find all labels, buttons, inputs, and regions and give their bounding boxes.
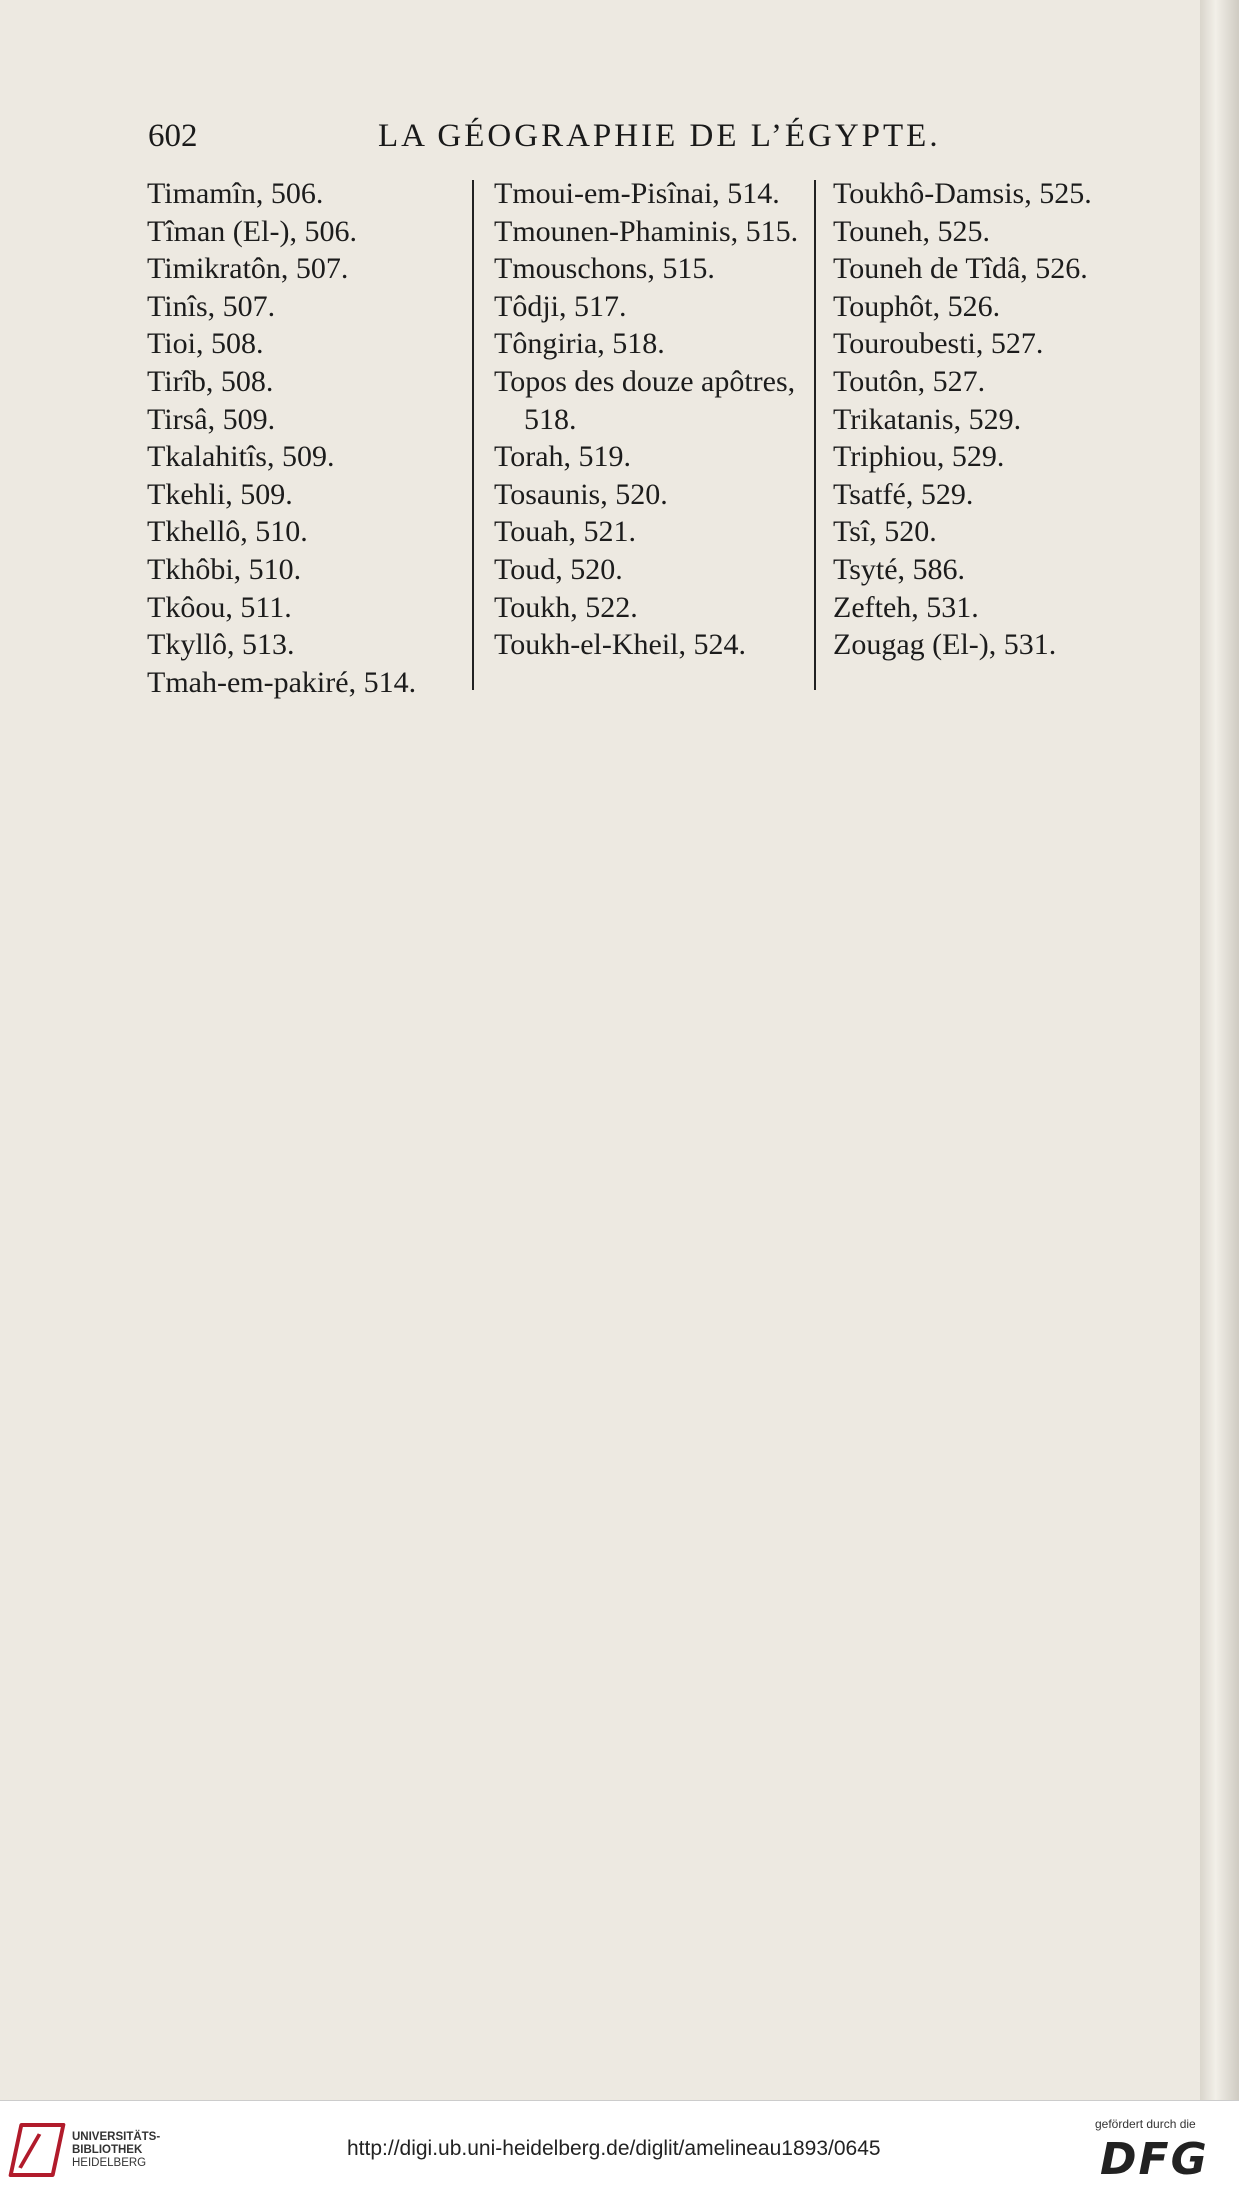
- index-entry: Toud, 520.: [494, 552, 623, 586]
- index-entry: Tkôou, 511.: [147, 590, 292, 624]
- logo-line: BIBLIOTHEK: [72, 2144, 143, 2156]
- index-entry: Tkehli, 509.: [147, 477, 293, 511]
- index-entry: Toutôn, 527.: [833, 364, 986, 398]
- page-title: LA GÉOGRAPHIE DE L’ÉGYPTE.: [378, 118, 941, 154]
- index-entry: Toukh, 522.: [494, 590, 638, 624]
- index-entry: Tkhellô, 510.: [147, 515, 308, 549]
- index-entry: Tosaunis, 520.: [494, 477, 668, 511]
- index-entry: Tioi, 508.: [147, 327, 264, 361]
- index-column-1: [147, 175, 416, 701]
- funded-by-label: gefördert durch die: [1095, 2117, 1196, 2131]
- index-entry: Tirîb, 508.: [147, 364, 274, 398]
- index-entry: Tsî, 520.: [833, 515, 937, 549]
- index-entry: Tsatfé, 529.: [833, 477, 974, 511]
- index-entry: Tinîs, 507.: [147, 289, 276, 323]
- index-entry: Tsyté, 586.: [833, 552, 966, 586]
- index-entry: Triphiou, 529.: [833, 440, 1005, 474]
- index-entry: Tmah-em-pakiré, 514.: [147, 665, 417, 699]
- index-entry: Tmounen-Phaminis, 515.: [494, 214, 799, 248]
- page-number: 602: [148, 118, 198, 154]
- index-entry: Tirsâ, 509.: [147, 402, 276, 436]
- index-entry: Tîman (El-), 506.: [147, 214, 357, 248]
- index-entry: Tmoui-em-Pisînai, 514.: [494, 177, 780, 210]
- column-divider: [814, 180, 816, 690]
- index-column-2: [494, 175, 798, 664]
- index-column-3: [833, 175, 1092, 664]
- index-entry: Trikatanis, 529.: [833, 402, 1022, 436]
- logo-line: HEIDELBERG: [72, 2157, 147, 2169]
- index-entry: Touneh, 525.: [833, 214, 991, 248]
- university-library-logo-text[interactable]: [72, 2131, 182, 2170]
- index-entry: Tôngiria, 518.: [494, 327, 665, 361]
- index-entry: Timikratôn, 507.: [147, 252, 349, 286]
- dfg-logo[interactable]: DFG: [1100, 2134, 1209, 2185]
- index-entry: Timamîn, 506.: [147, 177, 324, 210]
- index-entry: Zefteh, 531.: [833, 590, 979, 624]
- index-entry: Zougag (El-), 531.: [833, 628, 1057, 662]
- index-entry: Tôdji, 517.: [494, 289, 627, 323]
- page-edge: [1200, 0, 1239, 2100]
- index-entry: Tmouschons, 515.: [494, 252, 715, 286]
- index-entry: Touah, 521.: [494, 515, 637, 549]
- index-entry: Tkalahitîs, 509.: [147, 440, 335, 474]
- index-entry: Toukh-el-Kheil, 524.: [494, 628, 747, 662]
- column-divider: [472, 180, 474, 690]
- university-library-logo-icon[interactable]: [8, 2123, 65, 2177]
- index-entry: Torah, 519.: [494, 440, 632, 474]
- viewer-footer: [0, 2100, 1239, 2196]
- index-entry: Touphôt, 526.: [833, 289, 1001, 323]
- running-head: [148, 118, 941, 168]
- index-entry: Tkhôbi, 510.: [147, 552, 302, 586]
- index-entry: Touroubesti, 527.: [833, 327, 1044, 361]
- index-entry: Tkyllô, 513.: [147, 628, 295, 662]
- logo-line: UNIVERSITÄTS-: [72, 2131, 161, 2143]
- index-entry: Topos des douze apôtres,: [494, 364, 796, 398]
- index-entry: Toukhô-Damsis, 525.: [833, 177, 1092, 210]
- index-entry-continuation: 518.: [524, 402, 577, 436]
- index-entry: Touneh de Tîdâ, 526.: [833, 252, 1088, 286]
- permalink-url[interactable]: http://digi.ub.uni-heidelberg.de/diglit/amelineau1893/0645: [347, 2137, 881, 2160]
